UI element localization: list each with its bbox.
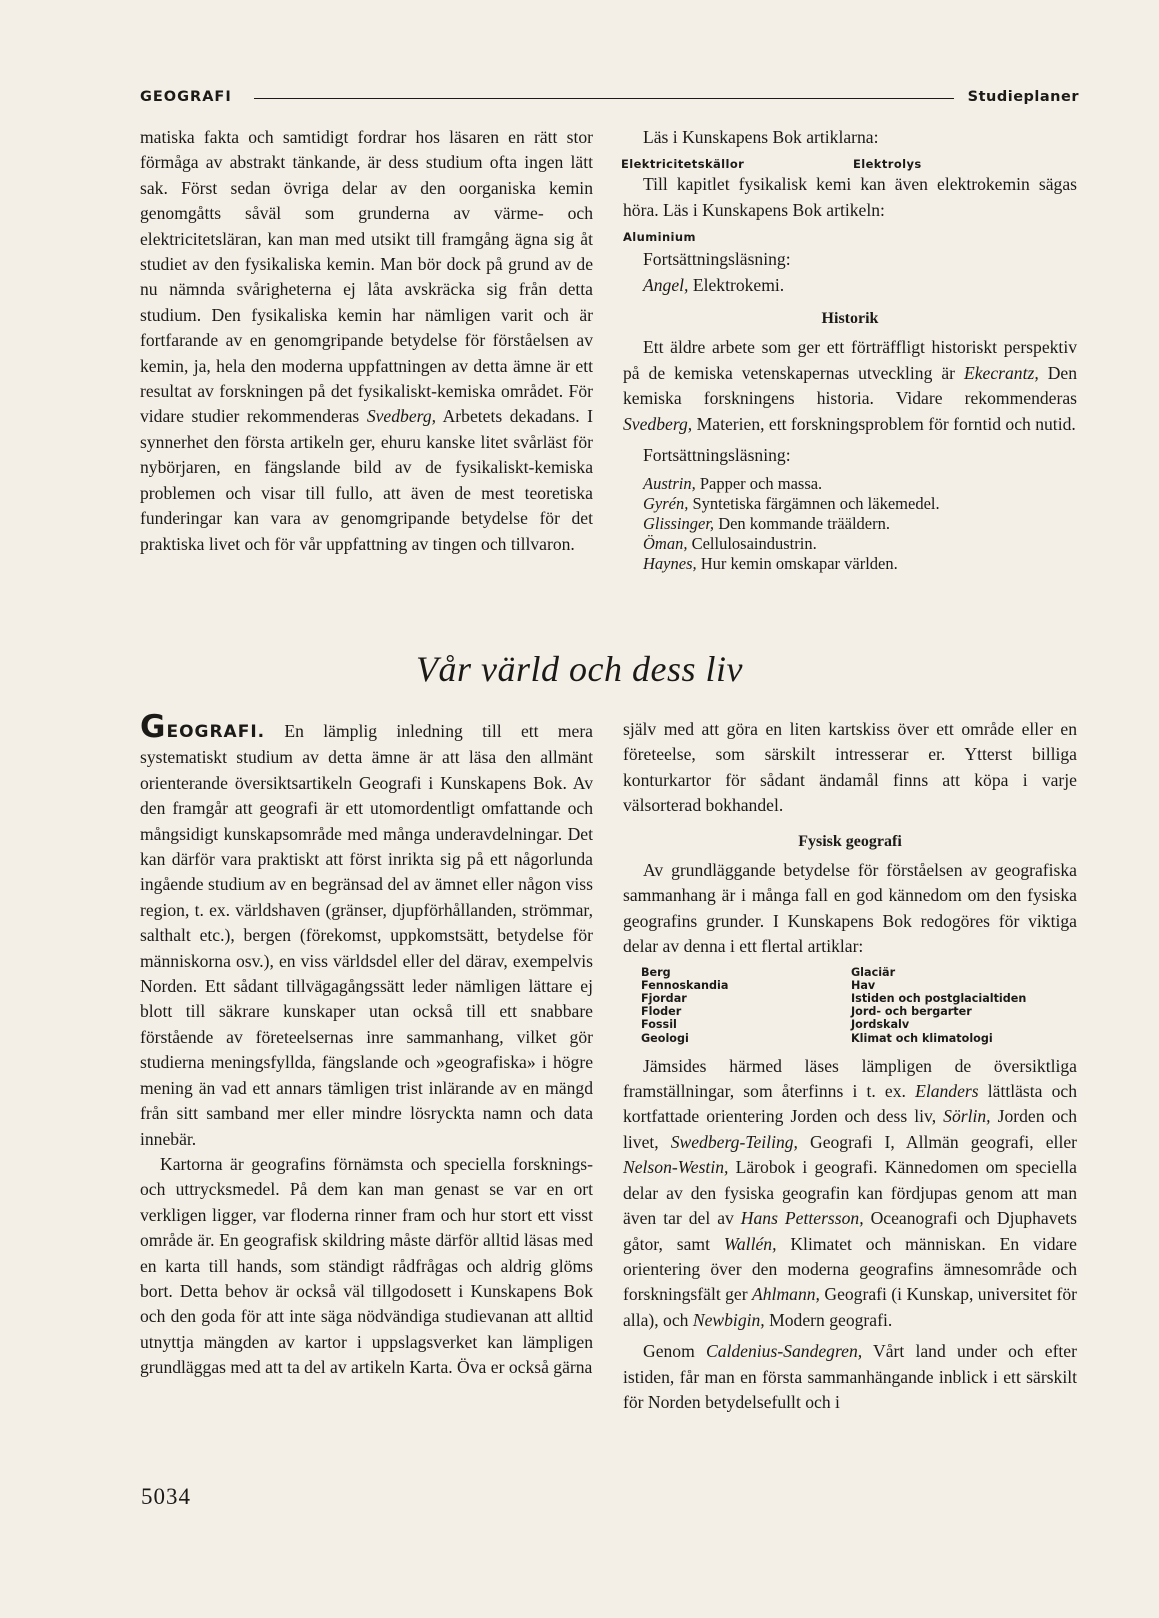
continued-paragraph: själv med att göra en liten kartskiss över ett område eller en företeelse, som särskilt intresserar er. Ytterst billiga konturkartor för sådant ändamål finns att köpa i varje välsorterad bokhandel.	[623, 719, 1077, 816]
geography-right-column	[623, 717, 1077, 1415]
article-item: Hav	[851, 978, 876, 992]
article-list-right	[851, 966, 1026, 1045]
section-title: Vår värld och dess liv	[416, 649, 743, 689]
continue-label: Fortsättningsläsning:	[643, 249, 791, 270]
geography-left-column	[140, 709, 593, 1381]
lead-word: GEOGRAFI.	[140, 709, 266, 745]
article-item: Elektrolys	[853, 157, 922, 172]
article-item: Fossil	[641, 1018, 677, 1032]
article-item: Jord- och bergarter	[851, 1005, 972, 1019]
reading-item: Austrin, Papper och massa.	[643, 474, 823, 494]
history-heading: Historik	[821, 310, 879, 328]
article-item: Berg	[641, 965, 671, 979]
reading-item: Gyrén, Syntetiska färgämnen och läkemedel.	[643, 494, 940, 514]
article-item: Fjordar	[641, 992, 687, 1006]
page-number: 5034	[141, 1484, 191, 1509]
physical-geography-heading: Fysisk geografi	[798, 832, 902, 850]
maps-paragraph: Kartorna är geografins förnämsta och speciella forsknings- och uttrycksmedel. På dem kan man genast se var en ort verkligen ligger, var floderna rinner fram och hur stort ett visst område är. En geografisk skildring måste därför alltid läsas med en karta till hands, som ständigt rådfrågas och aldrig glöms bort. Detta behov är också väl tillgodosett i Kunskapens Bok och den goda för att inte säga nödvändiga studievanan att alltid utnyttja mängden av kartor i uppslagsverket kan lämpligen grundläggas med att ta del av artikeln Karta. Öva er också gärna	[140, 1153, 593, 1378]
article-item: Geologi	[641, 1031, 689, 1045]
header-rule	[254, 98, 954, 99]
article-list	[623, 150, 1077, 172]
article-item: Klimat och klimatologi	[851, 1031, 993, 1045]
ice-age-paragraph: Genom Caldenius-Sandegren, Vårt land under och efter istiden, får man en första sammanhängande inblick i ett särskilt för Norden betydelsefullt och i	[623, 1341, 1077, 1412]
top-left-column	[140, 125, 593, 557]
article-item: Glaciär	[851, 965, 896, 979]
continue-reading: Angel, Elektrokemi.	[643, 274, 785, 295]
running-head-right: Studieplaner	[967, 89, 1079, 105]
geography-intro-paragraph: GEOGRAFI. En lämplig inledning till ett mera systematiskt studium av detta ämne är att läsa den allmänt orienterande översiktsartikeln Geografi i Kunskapens Bok. Av den framgår att geografi är ett utomordentligt omfattande och mångsidigt kunskapsområde med många underavdelningar. Det kan därför vara praktiskt att först inrikta sig på ett någorlunda ingående studium av en begränsad del av ämnet eller någon viss region, t. ex. världshaven (gränser, djupförhållanden, strömmar, salthalt etc.), bergen (förekomst, uppkomstsätt, betydelse för människorna osv.), en viss världsdel eller del därav, exempelvis Norden. Ett sådant tillvägagångssätt leder nämligen lättare ej blott till säkrare kunskaper utan också till ett snabbare förstående av företeelsernas inre sammanhang, vilket gör studierna meningsfylldа, fängslande och »geografiska» i högre mening än vad ett annars tämligen trist inlärande av en mängd från sitt samband mer eller mindre lösryckta namn och data innebär.	[140, 709, 593, 1149]
reading-item: Glissinger, Den kommande trääldern.	[643, 514, 890, 534]
reading-list	[623, 474, 1077, 574]
article-item: Jordskalv	[851, 1018, 910, 1032]
running-head-left: GEOGRAFI	[140, 89, 232, 105]
article-list-2	[623, 223, 1077, 247]
reading-item: Haynes, Hur kemin omskapar världen.	[643, 554, 898, 574]
reading-item: Öman, Cellulosaindustrin.	[643, 534, 817, 554]
article-item: Aluminium	[623, 230, 696, 245]
article-item: Istiden och postglacialtiden	[851, 992, 1027, 1006]
history-paragraph: Ett äldre arbete som ger ett förträffligt historiskt perspektiv på de kemiska vetenskapernas utveckling är Ekecrantz, Den kemiska forskningens historia. Vidare rekommenderas Svedberg, Materien, ett forskningsproblem för forntid och nutid.	[623, 337, 1078, 434]
article-grid	[623, 966, 1077, 1050]
author-name: Svedberg,	[366, 406, 437, 427]
article-list-left	[641, 966, 728, 1045]
continue-label-2: Fortsättningsläsning:	[643, 445, 791, 466]
overview-paragraph: Jämsides härmed läses lämpligen de översiktliga framställningar, som återfinns i t. ex. Elanders lättlästa och kortfattade orientering Jorden och dess liv, Sörlin, Jorden och livet, Swedberg-Teiling, Geografi I, Allmän geografi, eller Nelson-Westin, Lärobok i geografi. Kännedomen om speciella delar av den fysiska geografin kan fördjupas genom att man även tar del av Hans Pettersson, Oceanografi och Djuphavets gåtor, samt Wallén, Klimatet och människan. En vidare orientering över den moderna geografins ämnesområde och forskningsfält ger Ahlmann, Geografi (i Kunskap, universitet för alla), och Newbigin, Modern geografi.	[623, 1055, 1078, 1330]
article-item: Floder	[641, 1005, 682, 1019]
read-line: Läs i Kunskapens Bok artiklarna:	[643, 127, 879, 147]
physical-geography-paragraph: Av grundläggande betydelse för förståelsen av geografiska sammanhang är i många fall en god kännedom om den fysiska geografins grunder. I Kunskapens Bok redogöres för viktiga delar av denna i ett flertal artiklar:	[623, 860, 1077, 957]
drop-cap: G	[140, 709, 167, 745]
article-item: Fennoskandia	[641, 978, 729, 992]
top-right-column	[623, 125, 1077, 574]
article-item: Elektricitetskällor	[621, 157, 745, 172]
chapter-text: Till kapitlet fysikalisk kemi kan även elektrokemin sägas höra. Läs i Kunskapens Bok artikeln:	[623, 174, 1077, 220]
chemistry-paragraph: matiska fakta och samtidigt fordrar hos läsaren en rätt stor förmåga av abstrakt tänkande, är dess studium ofta ingen lätt sak. Först sedan övriga delar av den oorganiska kemin genomgåtts såväl som grunderna av värme- och elektricitetsläran, kan man med utsikt till framgång ägna sig åt studiet av den fysikaliska kemin. Man bör dock på grund av de nu nämnda svårigheterna ej låta avskräcka sig från detta studium. Den fysikaliska kemin har nämligen varit och är fortfarande av en genomgripande betydelse för förståelsen av kemin, ja, hela den moderna uppfattningen av detta ämne är ett resultat av forskningen på det fysikaliskt-kemiska området. För vidare studier rekommenderas Svedberg, Arbetets dekadans. I synnerhet den första artikeln ger, ehuru kanske litet svårläst för nybörjaren, en fängslande bild av de fysikaliskt-kemiska problemen och visar till fullo, att även de mest teoretiska funderingar kan vara av genomgripande betydelse för det praktiska livet och för vår uppfattning av tingen och tillvaron.	[140, 127, 593, 554]
